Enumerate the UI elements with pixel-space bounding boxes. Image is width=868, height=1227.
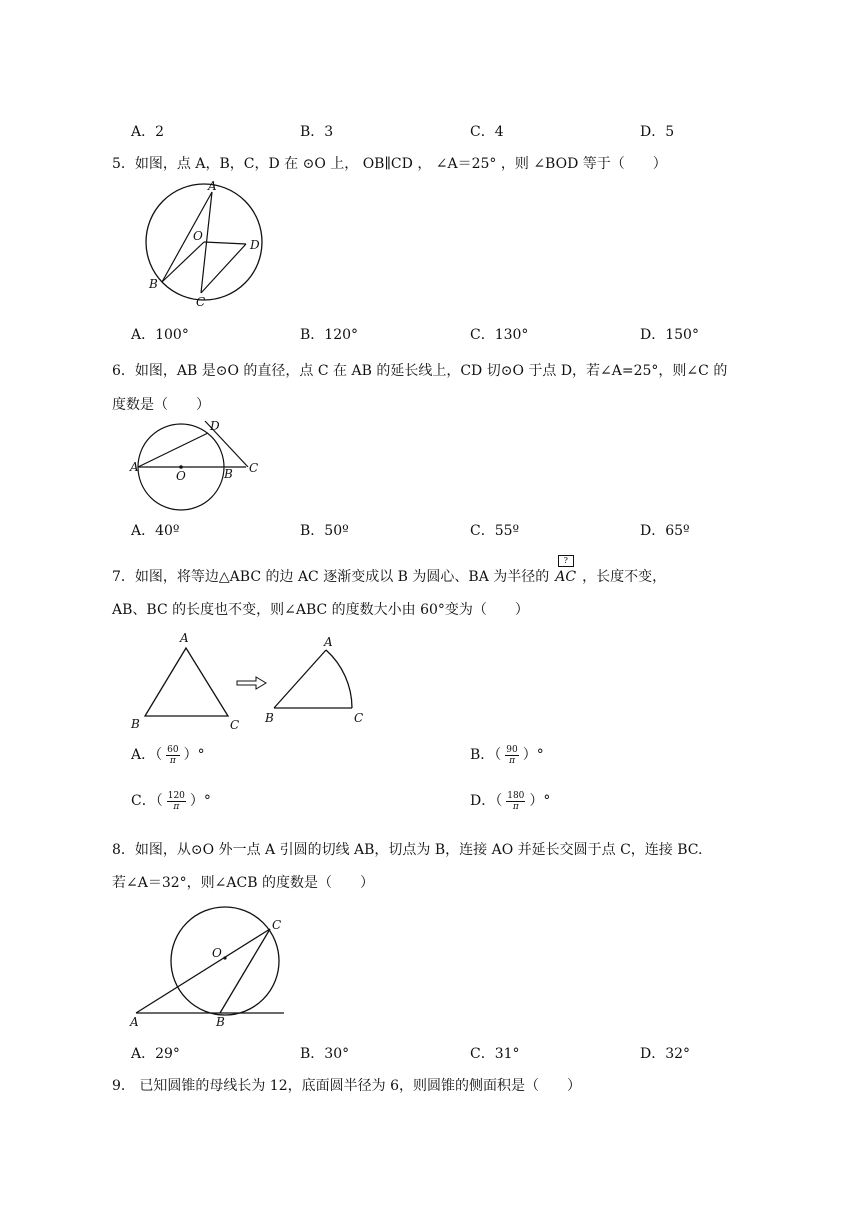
q6-label-a: A <box>130 460 139 474</box>
q9-question-text: 9． 已知圆锥的母线长为 12，底面圆半径为 6，则圆锥的侧面积是（ ） <box>112 1078 581 1094</box>
q6-label-b: B <box>224 467 233 481</box>
q5-label-d: D <box>250 238 260 252</box>
q5-option-c: C．130° <box>470 327 529 343</box>
q8-option-b: B．30° <box>300 1046 350 1062</box>
q7-right-label-c: C <box>354 711 364 725</box>
q7-option-a: A．（ $\frac{60}{\pi}$ ）° <box>131 744 205 766</box>
q4-option-d: D．5 <box>640 124 675 140</box>
q7-right-label-b: B <box>265 711 274 725</box>
q6-option-d: D．65º <box>640 523 690 539</box>
q6-option-a: A．40º <box>131 523 180 539</box>
q6-option-c: C．55º <box>470 523 520 539</box>
q7-left-label-a: A <box>180 631 189 645</box>
q5-label-c: C <box>196 295 206 309</box>
q7-arc-mark-icon: ? <box>558 555 574 567</box>
q8-label-c: C <box>272 918 282 932</box>
q7-option-d: D．（ $\frac{180}{\pi}$ ）° <box>470 790 551 812</box>
q5-option-d: D．150° <box>640 327 699 343</box>
q7-figure <box>128 626 378 732</box>
q8-option-a: A．29° <box>131 1046 180 1062</box>
q6-label-c: C <box>249 461 259 475</box>
q7-question-line1 <box>112 556 667 586</box>
q5-label-b: B <box>149 277 158 291</box>
q7-right-arrow-icon <box>237 677 266 689</box>
q8-option-c: C．31° <box>470 1046 520 1062</box>
q6-question-line1: 6．如图，AB 是⊙O 的直径，点 C 在 AB 的延长线上，CD 切⊙O 于点 D，若∠A=25°，则∠C 的 <box>112 363 728 379</box>
q6-label-o: O <box>176 469 186 483</box>
q6-question-line2: 度数是（ ） <box>112 397 210 413</box>
q5-question-text: 5．如图，点 A，B，C，D 在 ⊙O 上， OB∥CD ， ∠A＝25° ，则 ∠BOD 等于（ ） <box>112 156 667 172</box>
q8-label-o: O <box>212 946 222 960</box>
q8-question-line1: 8．如图，从⊙O 外一点 A 引圆的切线 AB，切点为 B，连接 AO 并延长交圆于点 C，连接 BC. <box>112 842 703 858</box>
q4-option-c: C．4 <box>470 124 504 140</box>
q8-option-d: D．32° <box>640 1046 691 1062</box>
q7-arc-ac: ? AC <box>555 556 577 585</box>
q5-option-b: B．120° <box>300 327 359 343</box>
q6-figure <box>128 416 268 512</box>
q7-question-line2: AB、BC 的长度也不变，则∠ABC 的度数大小由 60°变为（ ） <box>112 602 529 618</box>
q5-label-o: O <box>193 229 203 243</box>
q8-figure <box>124 904 294 1028</box>
q6-label-d: D <box>210 419 220 433</box>
q7-option-b: B．（ $\frac{90}{\pi}$ ）° <box>470 744 544 766</box>
q5-label-a: A <box>208 180 217 193</box>
q4-option-a: A．2 <box>131 124 165 140</box>
q5-option-a: A．100° <box>131 327 189 343</box>
q7-line1-a: 7．如图，将等边△ABC 的边 AC 逐渐变成以 B 为圆心、BA 为半径的 <box>112 569 550 585</box>
q7-left-label-b: B <box>131 717 140 731</box>
q4-option-b: B．3 <box>300 124 334 140</box>
q7-line1-b: ，长度不变， <box>582 569 667 585</box>
q7-left-label-c: C <box>230 718 240 732</box>
q8-label-a: A <box>130 1015 139 1028</box>
q5-figure <box>138 180 278 312</box>
q8-question-line2: 若∠A＝32°，则∠ACB 的度数是（ ） <box>112 875 374 891</box>
q8-label-b: B <box>216 1015 225 1028</box>
q7-right-label-a: A <box>324 635 333 649</box>
q6-option-b: B．50º <box>300 523 349 539</box>
q7-option-c: C．（ $\frac{120}{\pi}$ ）° <box>131 790 211 812</box>
